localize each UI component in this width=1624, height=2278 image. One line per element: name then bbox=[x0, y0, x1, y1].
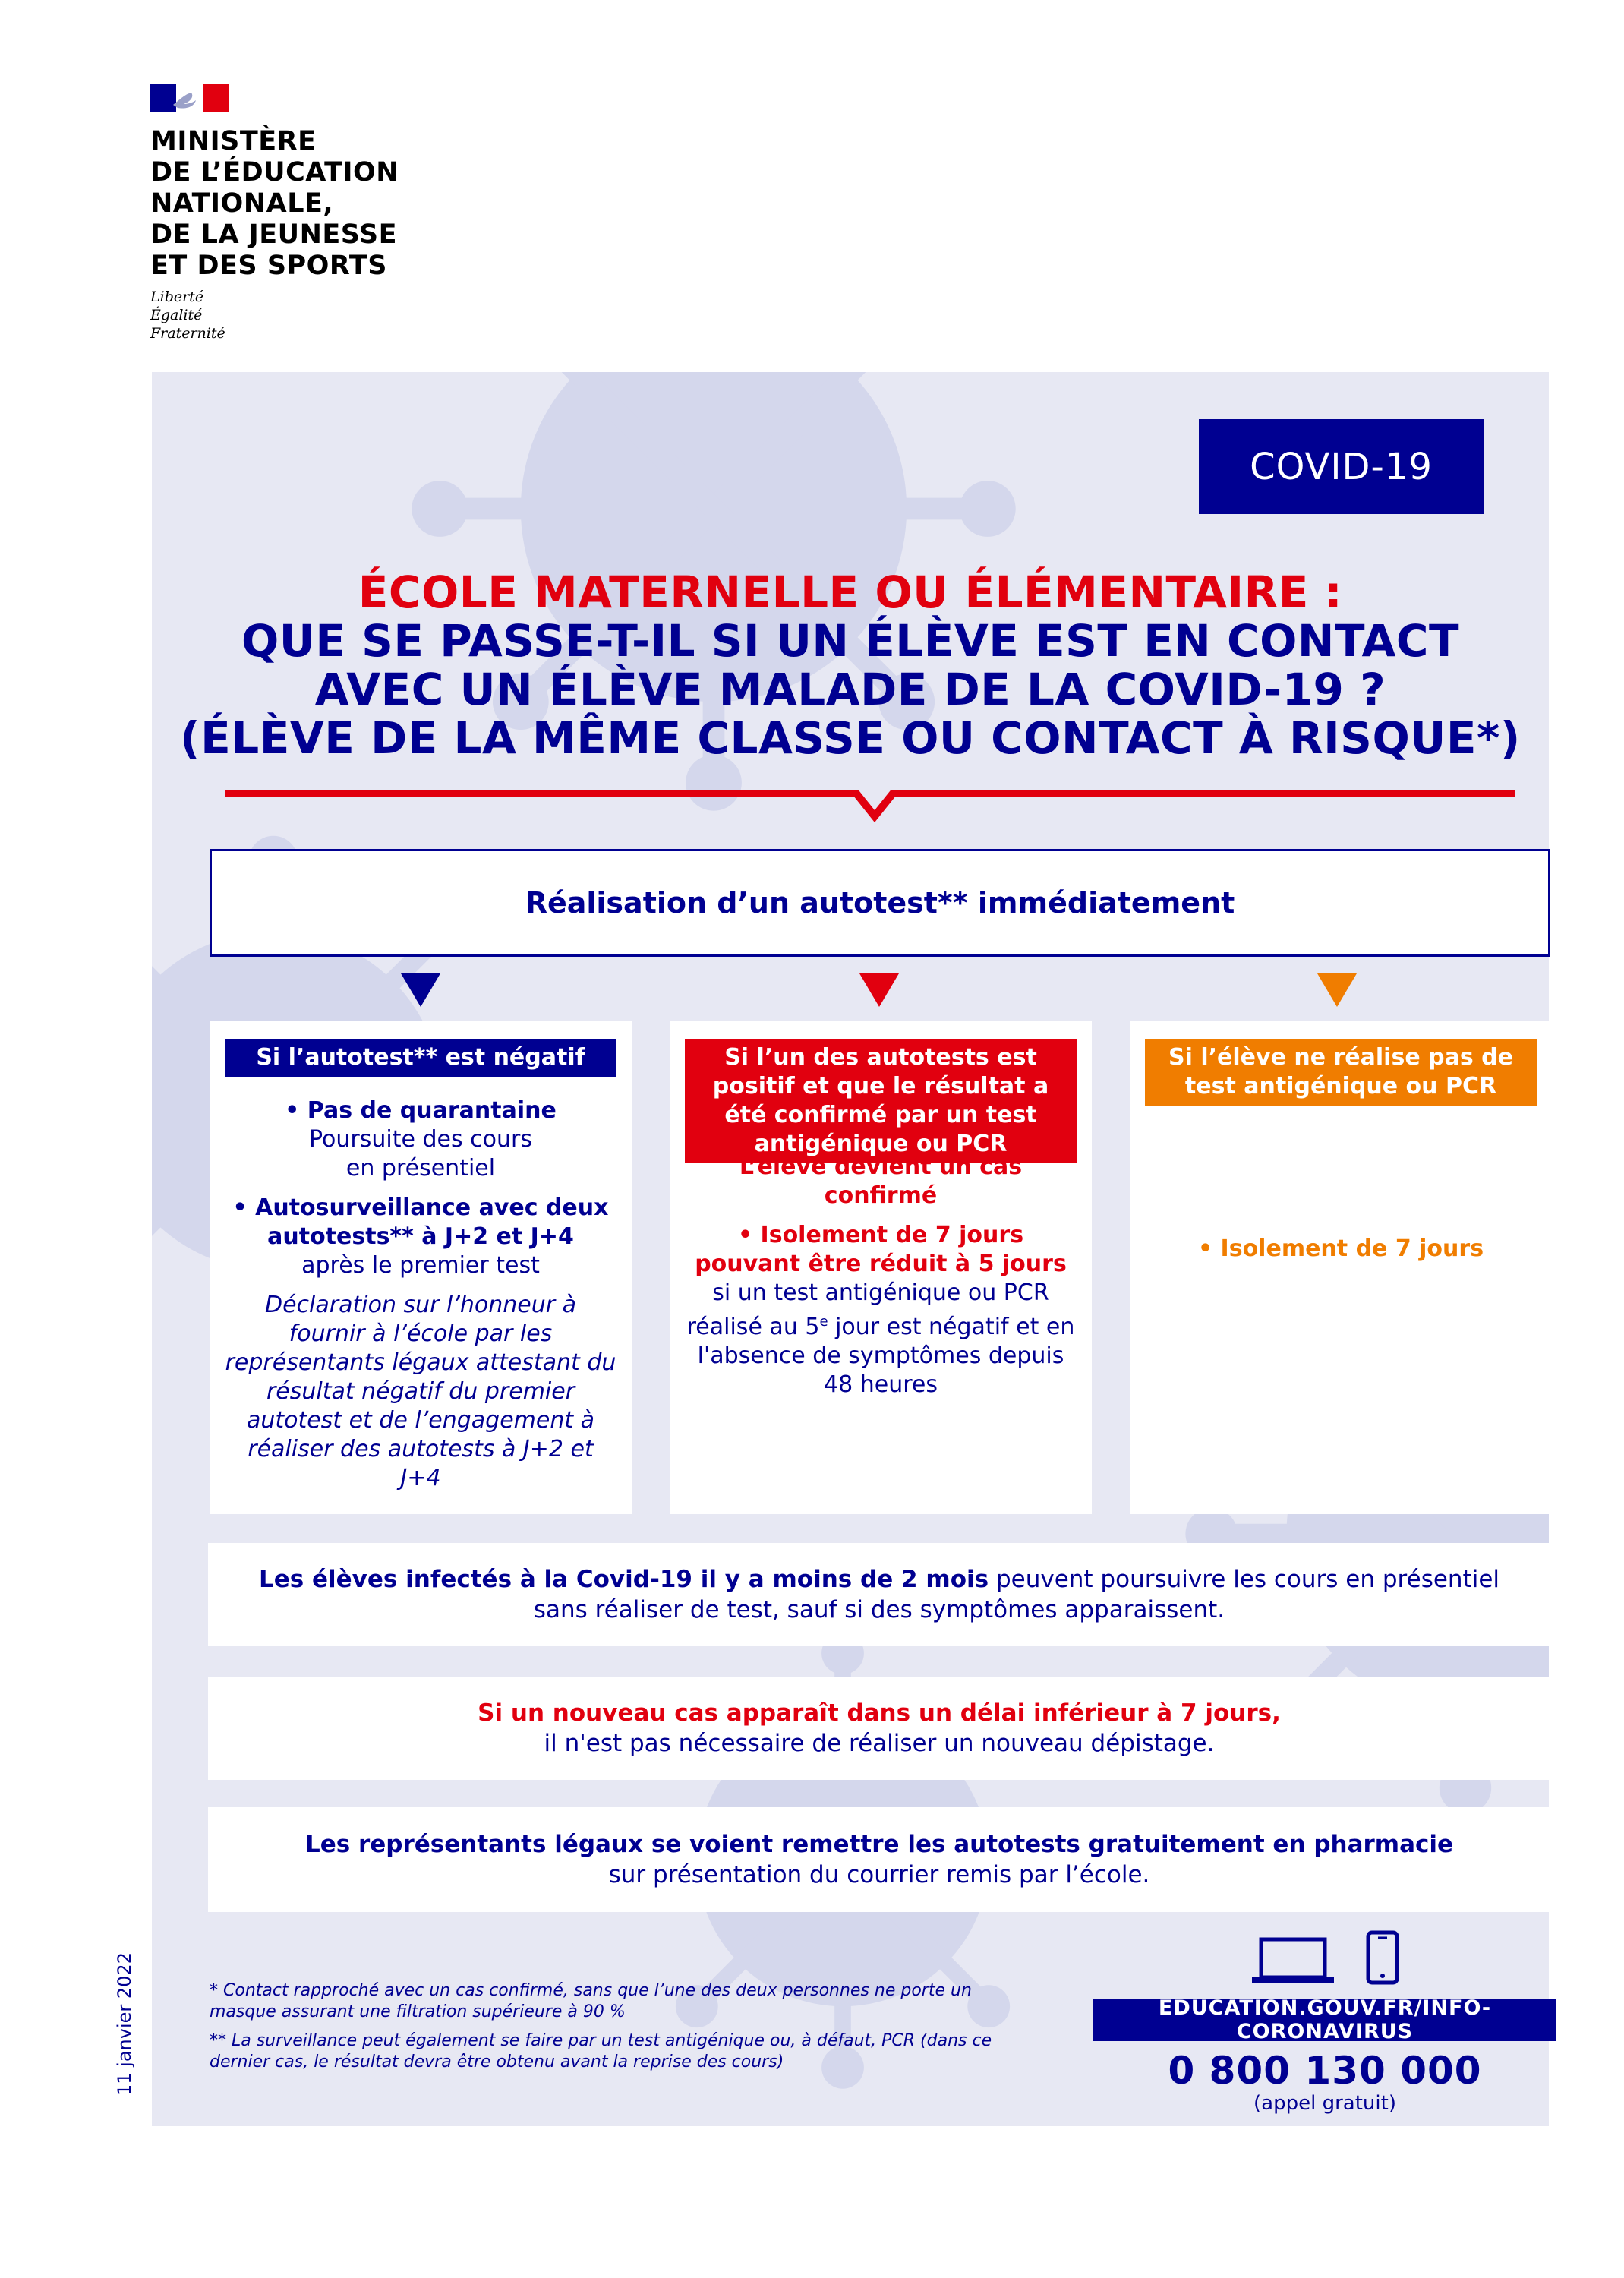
infected-text: peuvent poursuivre les cours en présentiel bbox=[989, 1566, 1500, 1593]
card-positive-header: Si l’un des autotests est positif et que le résultat a été confirmé par un test antigénique ou PCR bbox=[685, 1039, 1077, 1163]
confirmed-case: L’élève devient un cas confirmé bbox=[739, 1153, 1023, 1209]
info-url-link[interactable]: EDUCATION.GOUV.FR/INFO-CORONAVIRUS bbox=[1093, 1999, 1556, 2041]
info-box-infected-line-1 bbox=[259, 1564, 1499, 1595]
title-underline bbox=[225, 786, 1515, 831]
no-quarantine-text: Poursuite des cours en présentiel bbox=[309, 1126, 532, 1182]
card-no-test-body bbox=[1145, 1235, 1537, 1274]
self-monitoring: • Autosurveillance avec deux autotests** à J+2 et J+4 bbox=[232, 1194, 609, 1250]
footnote-2: ** La surveillance peut également se faire par un test antigénique ou, à défaut, PCR (dans ce dernier cas, le résultat devra être obtenu avant la reprise des cours) bbox=[210, 2031, 992, 2071]
phone-number[interactable]: 0 800 130 000 bbox=[1168, 2049, 1482, 2093]
arrow-down-icon bbox=[401, 973, 440, 1007]
pharmacy-line-1: Les représentants légaux se voient remettre les autotests gratuitement en pharmacie bbox=[304, 1831, 1454, 1858]
title-line-2-normal: QUE SE PASSE-T-IL SI bbox=[241, 615, 776, 667]
card-negative-body bbox=[225, 1096, 616, 1503]
marianne-flag-icon bbox=[150, 84, 229, 112]
new-case-line-2: il n'est pas nécessaire de réaliser un nouveau dépistage. bbox=[544, 1730, 1215, 1757]
isolation-sup: e bbox=[819, 1314, 828, 1330]
no-quarantine: • Pas de quarantaine bbox=[285, 1097, 557, 1124]
autotest-box: Réalisation d’un autotest** immédiatement bbox=[210, 849, 1550, 957]
arrow-down-icon bbox=[1317, 973, 1357, 1007]
contact-block bbox=[1093, 1927, 1556, 2114]
card-no-test-header: Si l’élève ne réalise pas de test antigénique ou PCR bbox=[1145, 1039, 1537, 1106]
title-line-1: ÉCOLE MATERNELLE OU ÉLÉMENTAIRE : bbox=[358, 566, 1343, 618]
isolation-text-1: si un test antigénique ou PCR réalisé au 5 bbox=[686, 1279, 1049, 1340]
card-negative bbox=[210, 1021, 632, 1514]
declaration-note: Déclaration sur l’honneur à fournir à l’école par les représentants légaux attestant du résultat négatif du premier autotest et de l’engagement à réaliser des autotests à J+2 et J+4 bbox=[225, 1292, 616, 1491]
footnotes bbox=[210, 1980, 1030, 2081]
isolation-7-days: • Isolement de 7 jours bbox=[1197, 1235, 1484, 1262]
card-positive bbox=[670, 1021, 1092, 1514]
info-box-pharmacy bbox=[208, 1807, 1550, 1912]
laptop-icon bbox=[1250, 1936, 1335, 1985]
card-negative-header: Si l’autotest** est négatif bbox=[225, 1039, 616, 1077]
isolation-text-2: jour est négatif et en l'absence de symptômes depuis 48 heures bbox=[697, 1314, 1075, 1398]
republic-motto: Liberté Égalité Fraternité bbox=[150, 289, 225, 342]
ministry-logo bbox=[150, 84, 469, 342]
info-box-new-case bbox=[208, 1677, 1550, 1780]
info-box-infected bbox=[208, 1543, 1550, 1646]
footnote-1: * Contact rapproché avec un cas confirmé, sans que l’une des deux personnes ne porte un masque assurant une filtration supérieure à 90 % bbox=[210, 1981, 972, 2021]
publication-date: 11 janvier 2022 bbox=[114, 1952, 135, 2096]
title-line-2 bbox=[152, 617, 1549, 665]
infected-line-2: sans réaliser de test, sauf si des symptômes apparaissent. bbox=[533, 1596, 1225, 1623]
device-icons bbox=[1093, 1927, 1556, 1985]
smartphone-icon bbox=[1366, 1930, 1399, 1985]
phone-note: (appel gratuit) bbox=[1253, 2092, 1396, 2115]
infected-bold: Les élèves infectés à la Covid-19 il y a moins de 2 mois bbox=[258, 1566, 989, 1593]
self-monitoring-text: après le premier test bbox=[301, 1252, 540, 1279]
pharmacy-line-2: sur présentation du courrier remis par l’école. bbox=[608, 1861, 1150, 1888]
page-title bbox=[152, 568, 1549, 762]
title-line-3: AVEC UN ÉLÈVE MALADE DE LA COVID-19 ? bbox=[314, 664, 1386, 715]
card-positive-body bbox=[685, 1153, 1077, 1410]
covid-badge: COVID-19 bbox=[1199, 419, 1484, 514]
isolation-bold: • Isolement de 7 jours pouvant être réduit à 5 jours bbox=[695, 1222, 1067, 1277]
title-line-2-bold: UN ÉLÈVE EST EN CONTACT bbox=[775, 615, 1460, 667]
arrow-down-icon bbox=[859, 973, 899, 1007]
ministry-name: MINISTÈRE DE L’ÉDUCATION NATIONALE, DE LA JEUNESSE ET DES SPORTS bbox=[150, 126, 399, 281]
new-case-line-1: Si un nouveau cas apparaît dans un délai inférieur à 7 jours, bbox=[478, 1699, 1281, 1727]
title-line-4: (ÉLÈVE DE LA MÊME CLASSE OU CONTACT À RISQUE*) bbox=[180, 712, 1521, 764]
card-no-test bbox=[1130, 1021, 1552, 1514]
